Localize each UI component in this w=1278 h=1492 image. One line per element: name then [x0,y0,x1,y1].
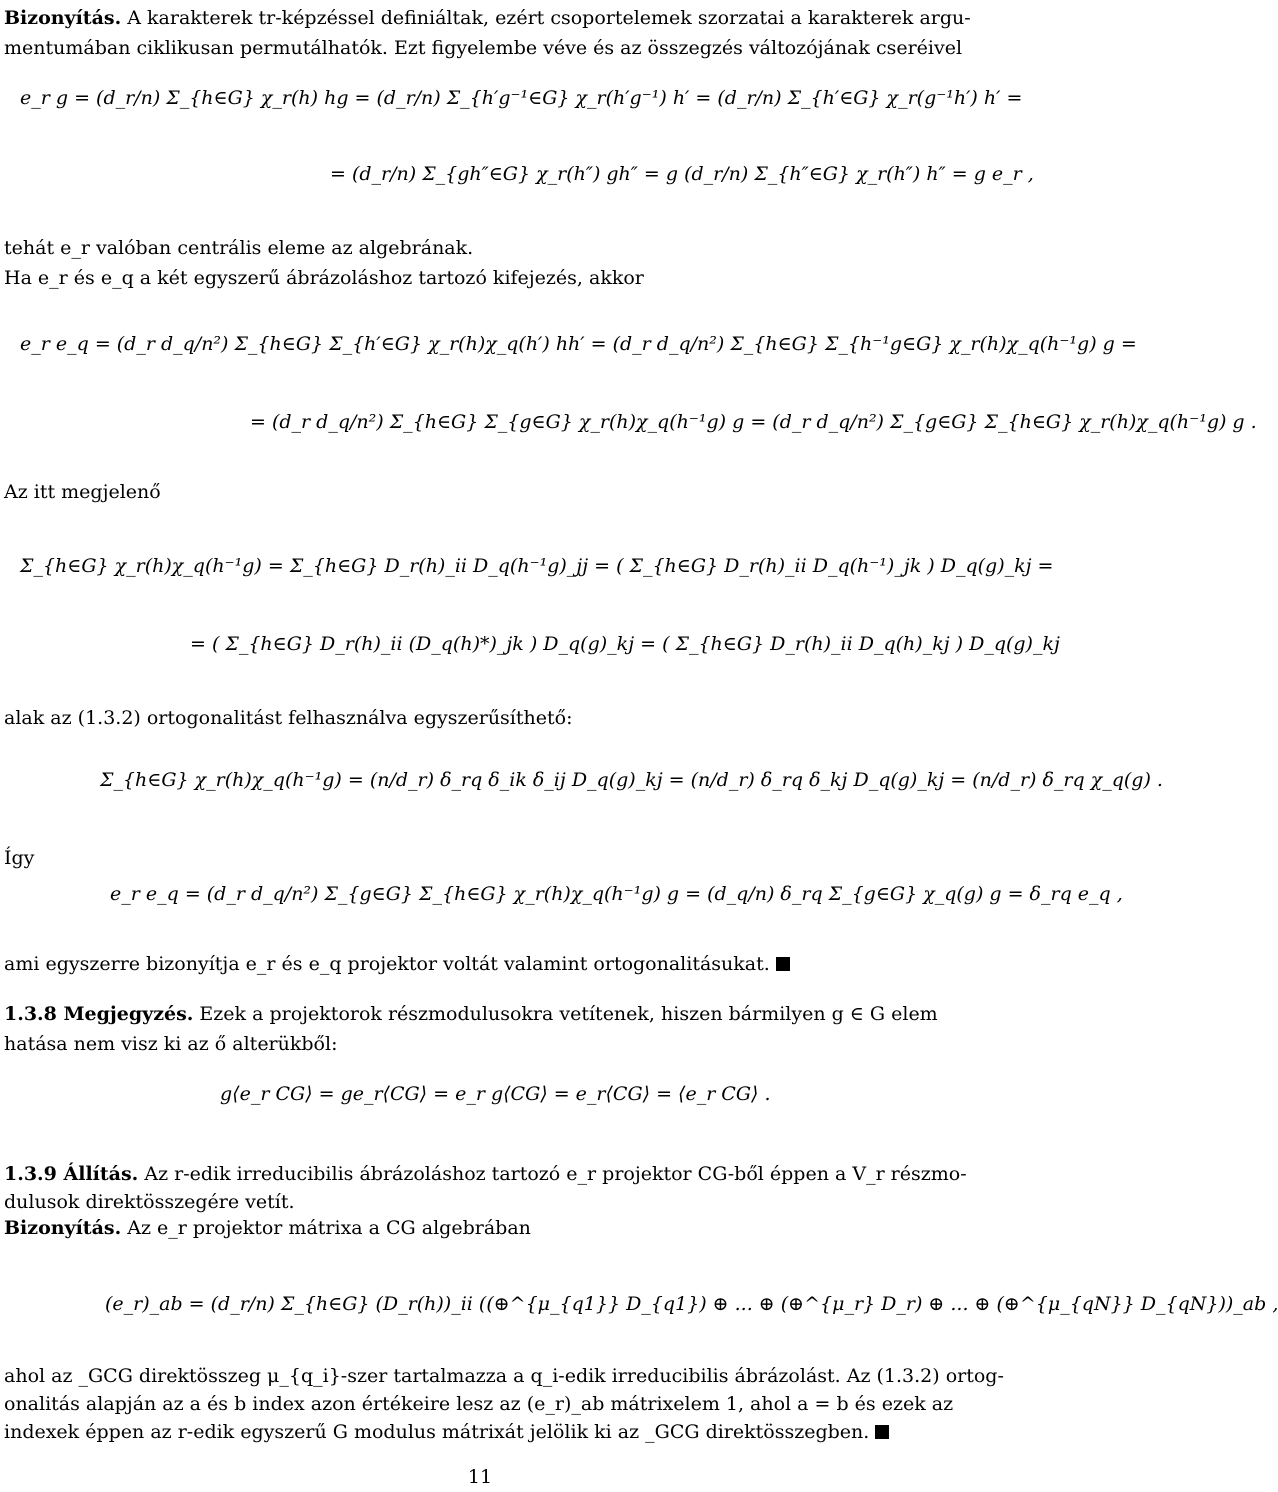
proof-text-1: A karakterek tr-képzéssel definiáltak, ezért csoportelemek szorzatai a karakterek argu- [121,7,971,29]
equation-6: g⟨e_r CG⟩ = ge_r⟨CG⟩ = e_r g⟨CG⟩ = e_r⟨CG⟩ = ⟨e_r CG⟩ . [220,1083,771,1105]
final-line-3 [4,1418,956,1446]
text-igy: Így [4,847,35,869]
text-ha: Ha e_r és e_q a két egyszerű ábrázoláshoz tartozó kifejezés, akkor [4,267,644,289]
proof-line-2: mentumában ciklikusan permutálhatók. Ezt figyelembe véve és az összegzés változójának cseréivel [4,37,963,59]
text-ami [4,950,956,978]
equation-1a: e_r g = (d_r/n) Σ_{h∈G} χ_r(h) hg = (d_r/n) Σ_{h′g⁻¹∈G} χ_r(h′g⁻¹) h′ = (d_r/n) Σ_{h′∈G} χ_r(g⁻¹h′) h′ = [20,87,1023,109]
proof-line-1 [4,4,971,32]
proof2-label: Bizonyítás. [4,1217,122,1239]
equation-2a: e_r e_q = (d_r d_q/n²) Σ_{h∈G} Σ_{h′∈G} χ_r(h)χ_q(h′) hh′ = (d_r d_q/n²) Σ_{h∈G} Σ_{h⁻¹g∈G} χ_r(h)χ_q(h⁻¹g) g = [20,333,1137,355]
final-text-3: indexek éppen az r-edik egyszerű G modulus mátrixát jelölik ki az _GCG direktösszegben. [4,1421,870,1443]
equation-4: Σ_{h∈G} χ_r(h)χ_q(h⁻¹g) = (n/d_r) δ_rq δ_ik δ_ij D_q(g)_kj = (n/d_r) δ_rq δ_kj D_q(g)_kj = (n/d_r) δ_rq χ_q(g) . [100,769,1163,791]
text-tehat: tehát e_r valóban centrális eleme az algebrának. [4,237,474,259]
equation-3a: Σ_{h∈G} χ_r(h)χ_q(h⁻¹g) = Σ_{h∈G} D_r(h)_ii D_q(h⁻¹g)_jj = ( Σ_{h∈G} D_r(h)_ii D_q(h⁻¹)_jk ) D_q(g)_kj = [20,555,1054,577]
ami-text: ami egyszerre bizonyítja e_r és e_q projektor voltát valamint ortogonalitásukat. [4,953,770,975]
remark-line-1 [4,1000,956,1028]
qed-square-icon [875,1425,889,1439]
claim-text-1: Az r-edik irreducibilis ábrázoláshoz tartozó e_r projektor CG-ből éppen a V_r részmo- [138,1163,967,1185]
page-number: 11 [467,1466,493,1488]
equation-3b: = ( Σ_{h∈G} D_r(h)_ii (D_q(h)*)_jk ) D_q(g)_kj = ( Σ_{h∈G} D_r(h)_ii D_q(h)_kj ) D_q(g)_kj [190,633,1060,655]
proof2-line [4,1214,956,1242]
claim-line-2: dulusok direktösszegére vetít. [4,1191,295,1213]
equation-2b: = (d_r d_q/n²) Σ_{h∈G} Σ_{g∈G} χ_r(h)χ_q(h⁻¹g) g = (d_r d_q/n²) Σ_{g∈G} Σ_{h∈G} χ_r(h)χ_q(h⁻¹g) g . [250,411,1257,433]
proof-label: Bizonyítás. [4,7,122,29]
remark-text-1: Ezek a projektorok részmodulusokra vetítenek, hiszen bármilyen g ∈ G elem [193,1003,938,1025]
equation-7: (e_r)_ab = (d_r/n) Σ_{h∈G} (D_r(h))_ii ((⊕^{μ_{q1}} D_{q1}) ⊕ ... ⊕ (⊕^{μ_r} D_r) ⊕ ... ⊕ (⊕^{μ_{qN}} D_{qN}))_ab , [105,1293,1278,1315]
final-line-2: onalitás alapján az a és b index azon értékeire lesz az (e_r)_ab mátrixelem 1, ahol a = b és ezek az [4,1393,954,1415]
claim-label: 1.3.9 Állítás. [4,1163,139,1185]
remark-label: 1.3.8 Megjegyzés. [4,1003,194,1025]
text-alak: alak az (1.3.2) ortogonalitást felhasználva egyszerűsíthető: [4,707,573,729]
equation-1b: = (d_r/n) Σ_{gh″∈G} χ_r(h″) gh″ = g (d_r/n) Σ_{h″∈G} χ_r(h″) h″ = g e_r , [330,163,1034,185]
equation-5: e_r e_q = (d_r d_q/n²) Σ_{g∈G} Σ_{h∈G} χ_r(h)χ_q(h⁻¹g) g = (d_q/n) δ_rq Σ_{g∈G} χ_q(g) g = δ_rq e_q , [110,883,1123,905]
text-az-itt: Az itt megjelenő [4,481,161,503]
remark-line-2: hatása nem visz ki az ő alterükből: [4,1033,338,1055]
qed-square-icon [776,957,790,971]
claim-line-1 [4,1160,967,1188]
proof2-text: Az e_r projektor mátrixa a CG algebrában [121,1217,531,1239]
final-line-1: ahol az _GCG direktösszeg μ_{q_i}-szer tartalmazza a q_i-edik irreducibilis ábrázolást. Az (1.3.2) ortog- [4,1365,1004,1387]
